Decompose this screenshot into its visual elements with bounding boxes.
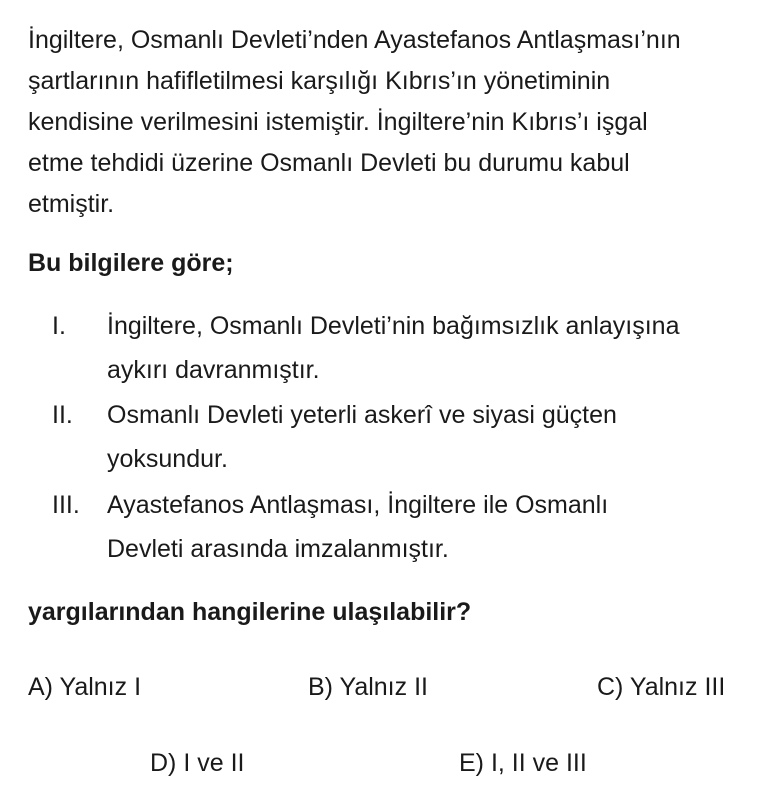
answer-option-b[interactable]: B) Yalnız II bbox=[308, 673, 428, 701]
passage-line: etmiştir. bbox=[28, 190, 115, 218]
answer-option-c[interactable]: C) Yalnız III bbox=[597, 673, 726, 701]
statement-numeral: III. bbox=[52, 491, 80, 519]
statement-1 bbox=[52, 304, 752, 392]
statement-2 bbox=[52, 393, 752, 481]
statement-3 bbox=[52, 483, 752, 571]
passage-line: etme tehdidi üzerine Osmanlı Devleti bu durumu kabul bbox=[28, 149, 630, 177]
statement-line: Ayastefanos Antlaşması, İngiltere ile Osmanlı bbox=[107, 491, 609, 519]
passage-line: İngiltere, Osmanlı Devleti’nden Ayastefanos Antlaşması’nın bbox=[28, 26, 681, 54]
lead-in: Bu bilgilere göre; bbox=[28, 249, 234, 277]
answer-option-a[interactable]: A) Yalnız I bbox=[28, 673, 142, 701]
answer-option-e[interactable]: E) I, II ve III bbox=[459, 749, 587, 777]
statement-line: İngiltere, Osmanlı Devleti’nin bağımsızlık anlayışına bbox=[107, 312, 680, 340]
statement-line: aykırı davranmıştır. bbox=[107, 356, 320, 384]
statement-line: Devleti arasında imzalanmıştır. bbox=[107, 535, 449, 563]
question-passage bbox=[28, 20, 758, 225]
passage-line: şartlarının hafifletilmesi karşılığı Kıbrıs’ın yönetiminin bbox=[28, 67, 611, 95]
answer-option-d[interactable]: D) I ve II bbox=[150, 749, 245, 777]
question-prompt: yargılarından hangilerine ulaşılabilir? bbox=[28, 598, 472, 626]
passage-line: kendisine verilmesini istemiştir. İngiltere’nin Kıbrıs’ı işgal bbox=[28, 108, 648, 136]
statement-line: Osmanlı Devleti yeterli askerî ve siyasi güçten bbox=[107, 401, 617, 429]
statement-line: yoksundur. bbox=[107, 445, 228, 473]
statement-numeral: II. bbox=[52, 401, 73, 429]
statement-numeral: I. bbox=[52, 312, 66, 340]
